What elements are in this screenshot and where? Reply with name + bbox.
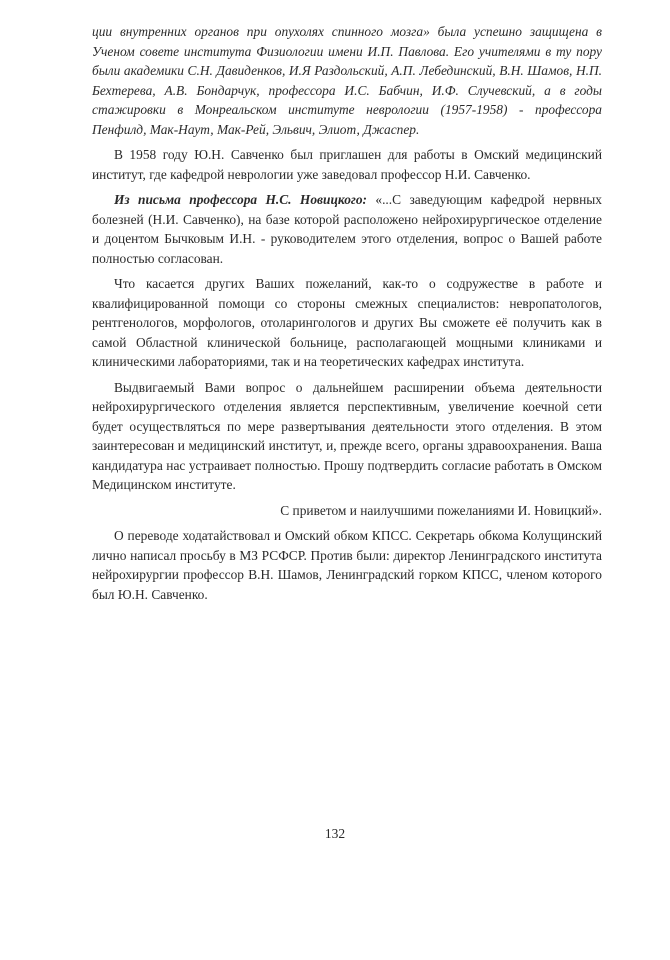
letter-lead: Из письма профессора Н.С. Новицкого:	[114, 192, 367, 207]
paragraph-transfer: О переводе ходатайствовал и Омский обком КПСС. Секретарь обкома Колущинский лично написал просьбу в МЗ РСФСР. Против были: директор Ленинградского института нейрохирургии профессор В.Н. Шамов, Ленинградский горком КПСС, членом которого был Ю.Н. Савченко.	[92, 528, 602, 602]
paragraph-collaboration: Что касается других Ваших пожеланий, как-то о содружестве в работе и квалифицированной помощи со стороны смежных специалистов: невропатологов, рентгенологов, морфологов, отоларингологов и других Вы сможете её получить как в самой Областной клинической больнице, располагающей мощными клиниками и клиническими лабораториями, так и на теоретических кафедрах института.	[92, 276, 602, 369]
paragraph-thesis-defense: ции внутренних органов при опухолях спинного мозга» была успешно защищена в Ученом совете института Физиологии имени И.П. Павлова. Его учителями в ту пору были академики С.Н. Давиденков, И.Я Раздольский, А.П. Лебединский, В.Н. Шамов, Н.П. Бехтерева, А.В. Бондарчук, профессора И.С. Бабчин, И.Ф. Случевский, а в годы стажировки в Монреальском институте неврологии (1957-1958) - профессора Пенфилд, Мак-Наут, Мак-Рей, Эльвич, Элиот, Джаспер.	[92, 24, 602, 137]
paragraph-expansion: Выдвигаемый Вами вопрос о дальнейшем расширении объема деятельности нейрохирургического отделения является перспективным, увеличение коечной сети будет осуществляться по мере развертывания деятельности этого отделения. В этом заинтересован и медицинский институт, и, прежде всего, органы здравоохранения. Ваша кандидатура нас устраивает полностью. Прошу подтвердить согласие работать в Омском Медицинском институте.	[92, 379, 602, 492]
page-number: 132	[324, 826, 346, 841]
page-body	[92, 22, 602, 610]
paragraph-letter-intro	[92, 190, 602, 268]
letter-text: «...С заведующим кафедрой нервных болезней (Н.И. Савченко), на базе которой расположено нейрохирургическое отделение и доцентом Бычковым И.Н. - руководителем этого отделения, вопрос о Вашей работе полностью согласован.	[92, 192, 602, 266]
letter-signature: С приветом и наилучшими пожеланиями И. Новицкий».	[280, 502, 602, 518]
paragraph-invitation: В 1958 году Ю.Н. Савченко был приглашен для работы в Омский медицинский институт, где кафедрой неврологии уже заведовал профессор Н.И. Савченко.	[92, 147, 602, 182]
